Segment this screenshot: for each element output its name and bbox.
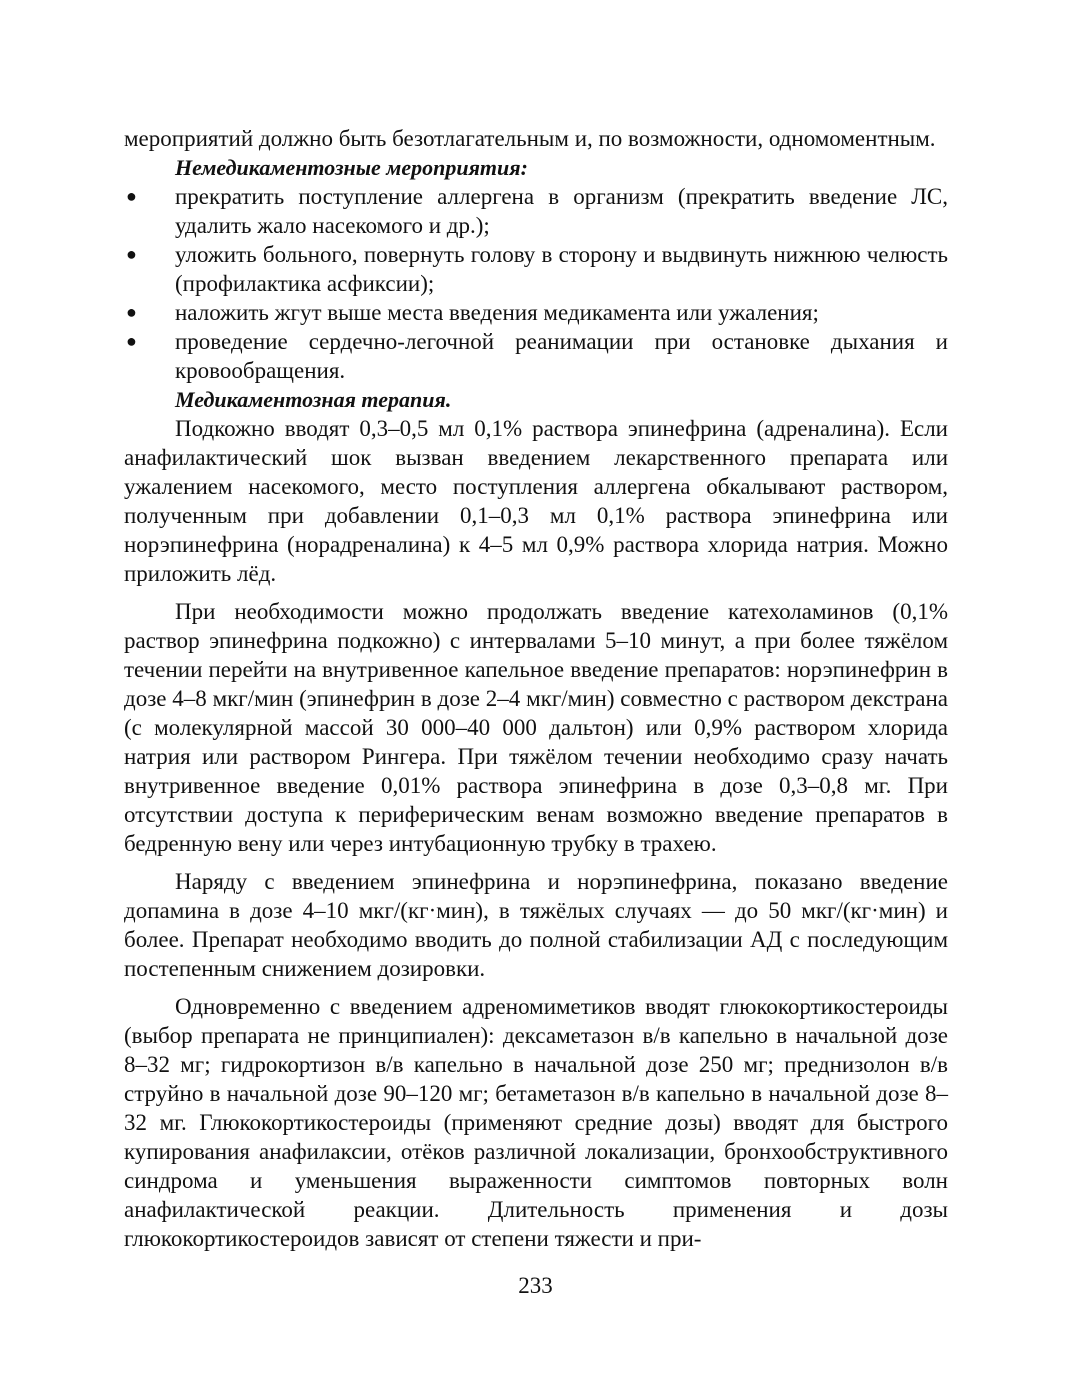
list-item-text: проведение сердечно-легочной реанимации при остановке дыхания и кровообращения. bbox=[175, 329, 948, 383]
list-item-text: наложить жгут выше места введения медикамента или ужаления; bbox=[175, 300, 819, 325]
page-number: 233 bbox=[518, 1273, 553, 1298]
bullet-icon: ● bbox=[126, 244, 137, 264]
body-paragraph: Наряду с введением эпинефрина и норэпинефрина, показано введение допамина в дозе 4–10 мкг/(кг·мин), в тяжёлых случаях — до 50 мкг/(кг·мин) и более. Препарат необходимо вводить до полной стабилизации АД с последующим постепенным снижением дозировки. bbox=[124, 869, 948, 981]
bullet-icon: ● bbox=[126, 302, 137, 322]
list-item bbox=[124, 327, 948, 385]
body-paragraph: Одновременно с введением адреномиметиков вводят глюкокортикостероиды (выбор препарата не принципиален): дексаметазон в/в капельно в начальной дозе 8–32 мг; гидрокортизон в/в капельно в начальной дозе 250 мг; преднизолон в/в струйно в начальной дозе 90–120 мг; бетаметазон в/в капельно в начальной дозе 8–32 мг. Глюкокортикостероиды (применяют средние дозы) вводят для быстрого купирования анафилаксии, отёков различной локализации, бронхообструктивного синдрома и уменьшения выраженности симптомов повторных волн анафилактической реакции. Длительность применения и дозы глюкокортикостероидов зависят от степени тяжести и при- bbox=[124, 994, 948, 1251]
intro-paragraph: мероприятий должно быть безотлагательным и, по возможности, одномоментным. bbox=[124, 126, 936, 151]
list-item bbox=[124, 298, 948, 327]
bullet-icon: ● bbox=[126, 186, 137, 206]
page-body bbox=[124, 124, 948, 1253]
list-item-text: прекратить поступление аллергена в организм (прекратить введение ЛС, удалить жало насекомого и др.); bbox=[175, 184, 948, 238]
non-drug-heading: Немедикаментозные мероприятия: bbox=[175, 155, 528, 180]
non-drug-list bbox=[124, 182, 948, 385]
list-item bbox=[124, 240, 948, 298]
list-item-text: уложить больного, повернуть голову в сторону и выдвинуть нижнюю челюсть (профилактика асфиксии); bbox=[175, 242, 948, 296]
list-item bbox=[124, 182, 948, 240]
bullet-icon: ● bbox=[126, 331, 137, 351]
body-paragraph: При необходимости можно продолжать введение катехоламинов (0,1% раствор эпинефрина подкожно) с интервалами 5–10 минут, а при более тяжёлом течении перейти на внутривенное капельное введение препаратов: норэпинефрин в дозе 4–8 мкг/мин (эпинефрин в дозе 2–4 мкг/мин) совместно с раствором декстрана (с молекулярной массой 30 000–40 000 дальтон) или 0,9% раствором хлорида натрия или раствором Рингера. При тяжёлом течении необходимо сразу начать внутривенное введение 0,01% раствора эпинефрина в дозе 0,3–0,8 мг. При отсутствии доступа к периферическим венам возможно введение препаратов в бедренную вену или через интубационную трубку в трахею. bbox=[124, 599, 948, 856]
drug-therapy-heading: Медикаментозная терапия. bbox=[175, 387, 452, 412]
body-paragraph: Подкожно вводят 0,3–0,5 мл 0,1% раствора эпинефрина (адреналина). Если анафилактический шок вызван введением лекарственного препарата или ужалением насекомого, место поступления аллергена обкалывают раствором, полученным при добавлении 0,1–0,3 мл 0,1% раствора эпинефрина или норэпинефрина (норадреналина) к 4–5 мл 0,9% раствора хлорида натрия. Можно приложить лёд. bbox=[124, 416, 948, 586]
